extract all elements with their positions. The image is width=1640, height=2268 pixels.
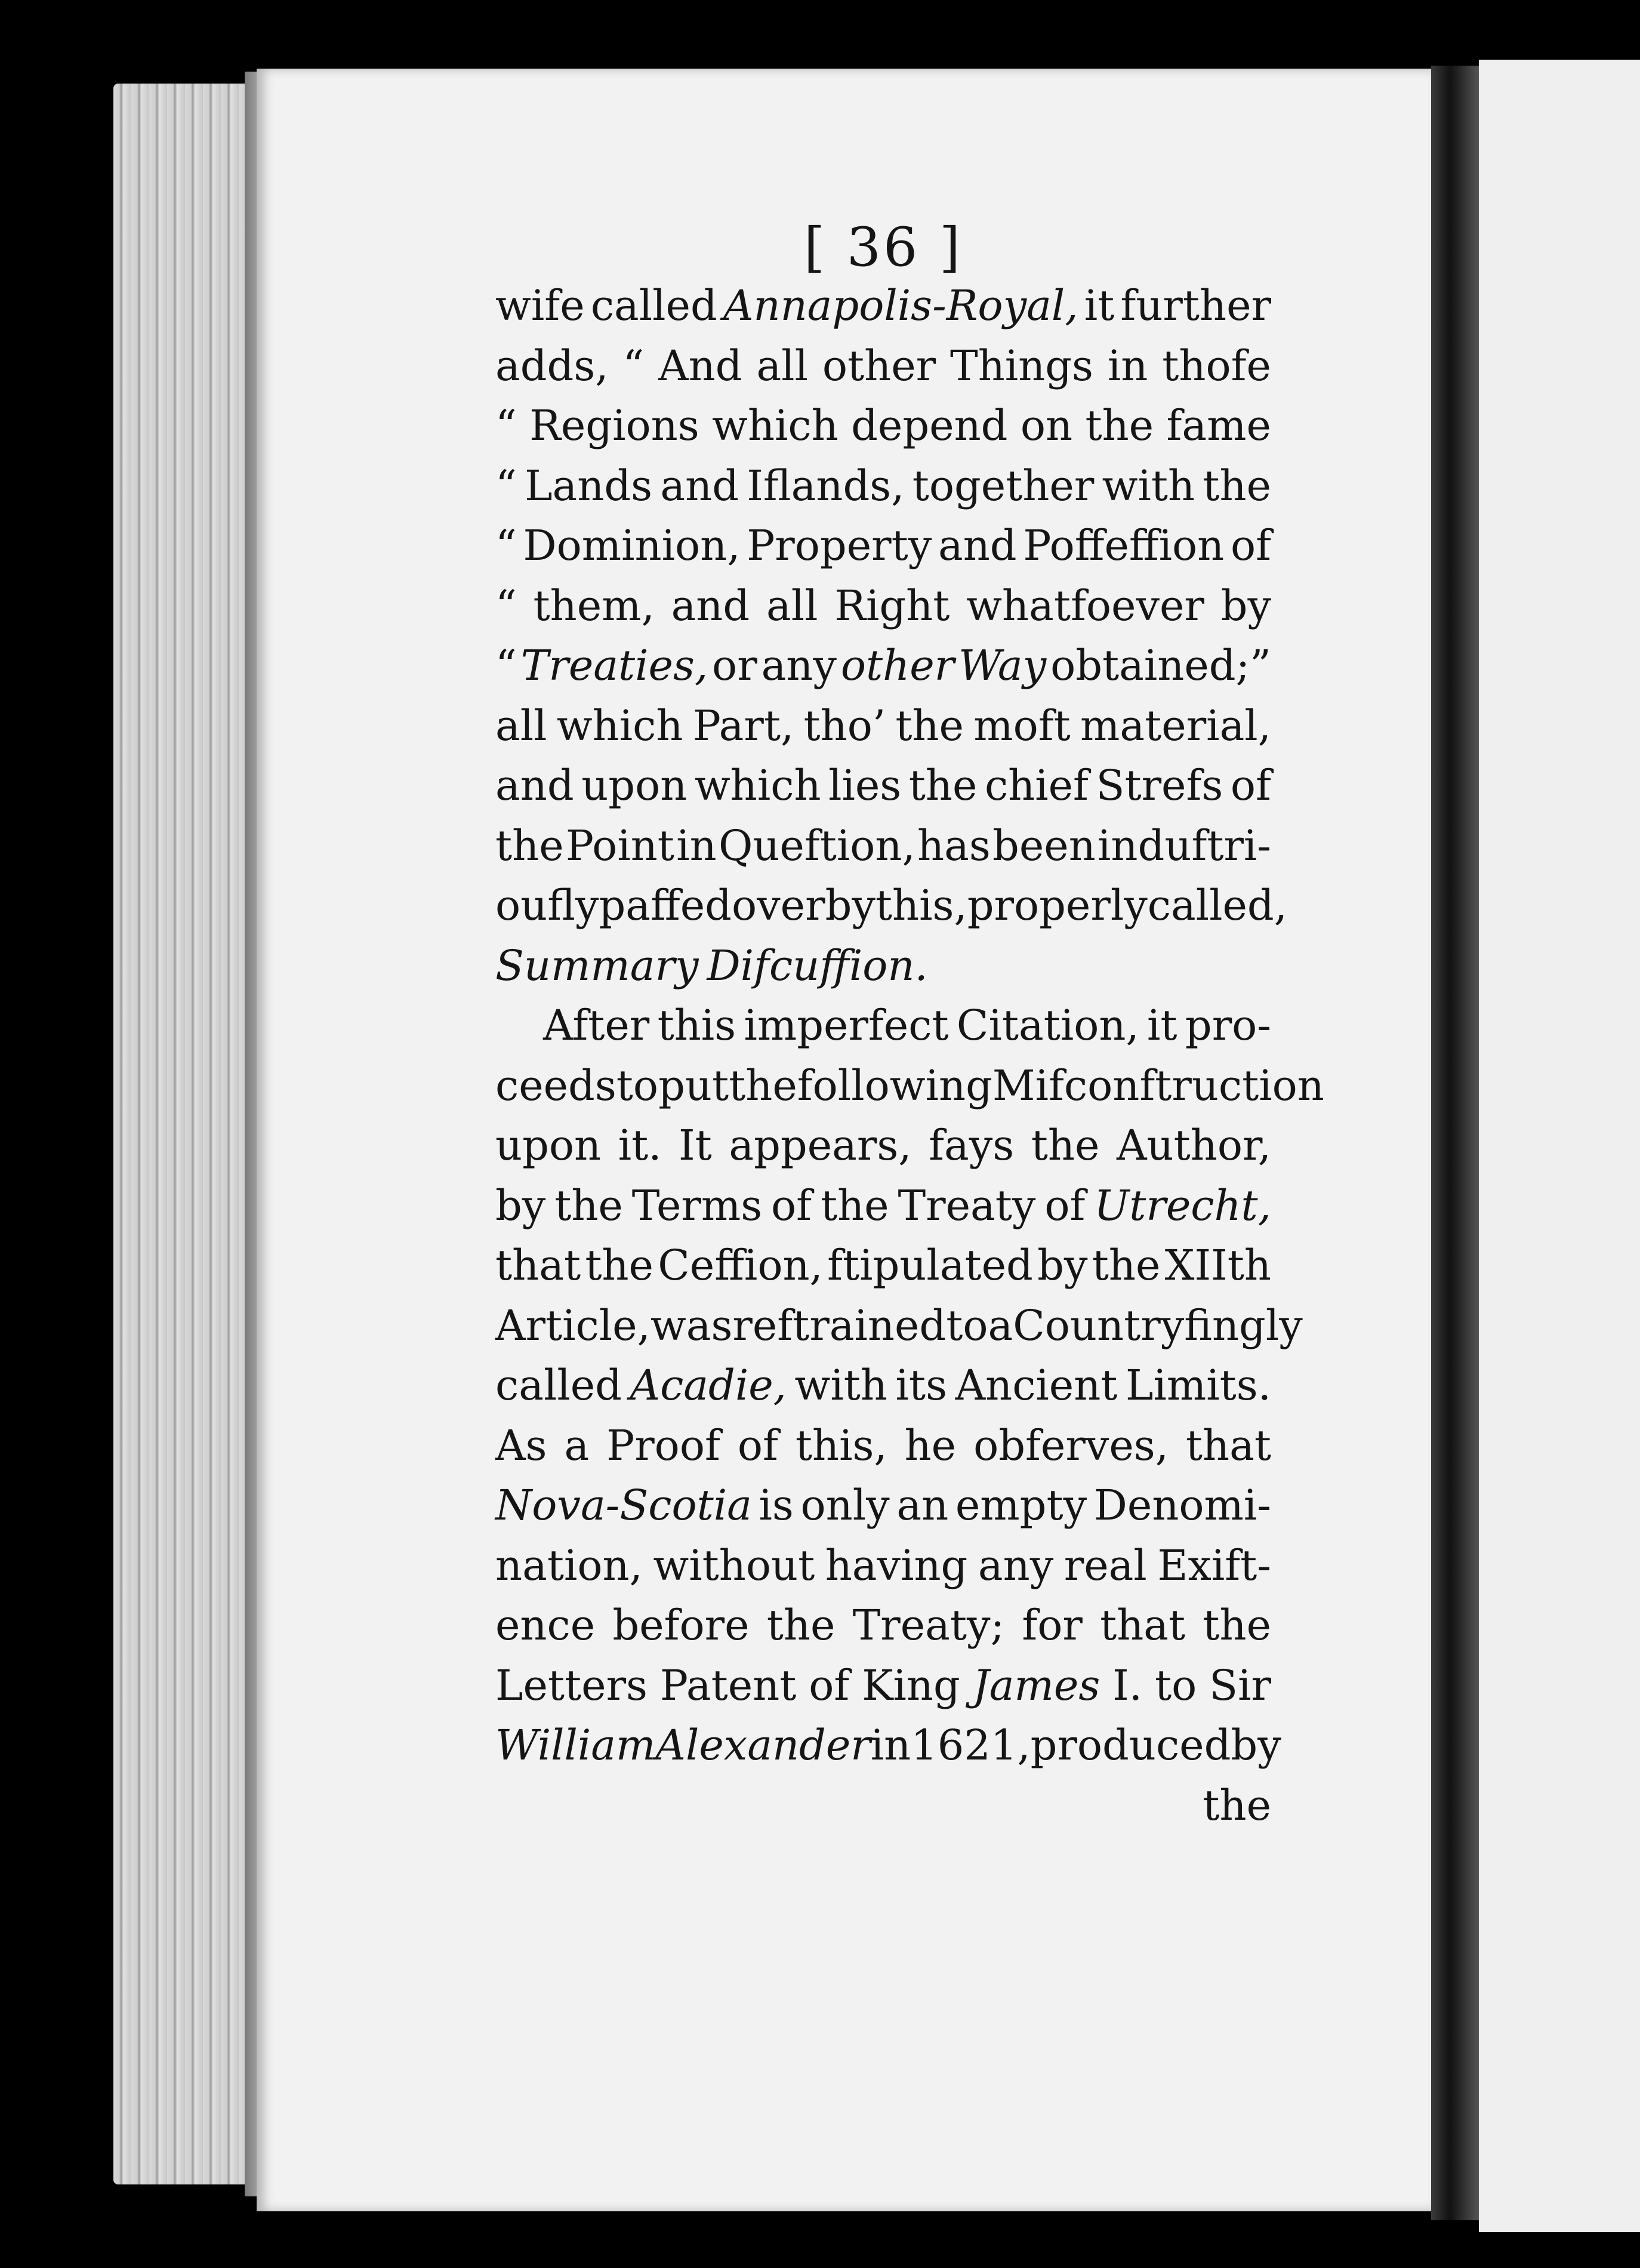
word: by (1231, 1721, 1281, 1770)
word: of (1230, 521, 1271, 570)
word: to (1154, 1660, 1197, 1710)
word: material, (1080, 701, 1271, 750)
word: fays (929, 1121, 1015, 1170)
word: an (896, 1481, 949, 1530)
word: over (731, 881, 825, 930)
word: the (554, 1181, 623, 1230)
word: following (797, 1061, 992, 1110)
text-line (495, 1056, 1324, 1116)
word: Poffeffion (1023, 521, 1225, 570)
text-line (495, 1176, 1271, 1236)
word: 1621, (911, 1721, 1031, 1770)
word: by (1220, 581, 1271, 630)
word: ftipulated (827, 1241, 1033, 1290)
word: has (917, 821, 991, 870)
word: Sir (1209, 1660, 1271, 1710)
word: “ (495, 521, 517, 570)
word: having (825, 1540, 968, 1590)
word: with (794, 1361, 887, 1410)
word: by (1037, 1241, 1088, 1290)
word: of (809, 1660, 850, 1710)
word: and (938, 521, 1017, 570)
word: empty (955, 1481, 1087, 1530)
word: ence (495, 1601, 596, 1650)
word: the (1203, 1780, 1271, 1830)
word: it. (618, 1121, 662, 1170)
text-line (495, 516, 1271, 576)
word: Denomi- (1093, 1481, 1271, 1530)
word: Treaty (898, 1181, 1036, 1230)
word: Author, (1116, 1121, 1271, 1170)
word: other (822, 341, 936, 390)
word: Proof (606, 1420, 720, 1470)
word: the (1203, 461, 1271, 510)
word: this (657, 1001, 736, 1050)
word: been (992, 821, 1096, 870)
book-gutter (1431, 66, 1479, 2220)
word: to (946, 1301, 988, 1350)
word: “ (622, 341, 645, 390)
word: it (1147, 1001, 1177, 1050)
text-line (495, 396, 1271, 456)
word: and (660, 461, 739, 510)
word: called (590, 281, 717, 330)
word: James (972, 1660, 1100, 1710)
word: in (676, 821, 717, 870)
text-line (495, 1355, 1271, 1416)
text-line (495, 696, 1271, 756)
word: Strefs (1096, 761, 1223, 810)
word: Alexander (655, 1721, 871, 1770)
word: that (495, 1241, 581, 1290)
word: Dominion, (523, 521, 741, 570)
word: was (650, 1301, 733, 1350)
word: called, (1147, 881, 1287, 930)
word: called (495, 1361, 622, 1410)
text-line (495, 996, 1271, 1056)
word: Things (950, 341, 1093, 390)
word: upon (581, 761, 688, 810)
word: he (904, 1420, 957, 1470)
word: “ (495, 641, 517, 690)
word: Terms (631, 1181, 763, 1230)
word: Queftion, (718, 821, 915, 870)
text-line (495, 936, 1271, 996)
word: of (737, 1420, 778, 1470)
text-line (495, 576, 1271, 636)
text-line (495, 1475, 1271, 1536)
word: whatfoever (966, 581, 1204, 630)
word: chief (984, 761, 1089, 810)
word: to (616, 1061, 659, 1110)
word: Country (1013, 1301, 1185, 1350)
word: Property (747, 521, 932, 570)
word: by (495, 1181, 546, 1230)
word: Part, (692, 701, 794, 750)
word: As (495, 1420, 547, 1470)
text-line (495, 336, 1271, 396)
word: which (694, 761, 821, 810)
word: upon (495, 1121, 602, 1170)
word: and (671, 581, 750, 630)
text-line (495, 876, 1287, 936)
word: obferves, (973, 1420, 1169, 1470)
word: ceeds (495, 1061, 616, 1110)
word: of (1044, 1181, 1086, 1230)
word: other (840, 641, 955, 690)
word: the (1085, 401, 1154, 450)
word: Citation, (956, 1001, 1139, 1050)
word: fame (1166, 401, 1271, 450)
word: Ancient (955, 1361, 1118, 1410)
word: without (653, 1540, 815, 1590)
page-number-header: [ 36 ] (804, 216, 963, 279)
word: the (495, 821, 564, 870)
word: the (1031, 1121, 1100, 1170)
word: properly (967, 881, 1148, 930)
word: the (766, 1601, 836, 1650)
word: Way (958, 641, 1047, 690)
word: its (895, 1361, 947, 1410)
word: Mifconftruction (992, 1061, 1324, 1110)
word: this, (795, 1420, 887, 1470)
word: Ceffion, (658, 1241, 823, 1290)
text-line (495, 816, 1271, 876)
word: “ (495, 401, 517, 450)
word: any (761, 641, 837, 690)
word: that (1185, 1420, 1271, 1470)
word: any (978, 1540, 1054, 1590)
word: appears, (729, 1121, 912, 1170)
word: Nova-Scotia (495, 1481, 752, 1530)
word: imperfect (744, 1001, 949, 1050)
word: oufly (495, 881, 599, 930)
word: Letters (495, 1660, 648, 1710)
word: produced (1030, 1721, 1231, 1770)
book-page-edges (113, 84, 263, 2184)
word: After (543, 1001, 650, 1050)
word: Treaty; (852, 1601, 1005, 1650)
text-line (495, 1115, 1271, 1176)
word: XIIth (1164, 1241, 1271, 1290)
word: Iflands, (747, 461, 905, 510)
word: Patent (659, 1660, 797, 1710)
word: in (1107, 341, 1148, 390)
word: it (1084, 281, 1115, 330)
word: depend (851, 401, 1008, 450)
word: for (1022, 1601, 1083, 1650)
word: And (658, 341, 742, 390)
text-line (495, 756, 1271, 816)
word: reftrained (732, 1301, 947, 1350)
body-text (495, 276, 1324, 1835)
word: thofe (1162, 341, 1271, 390)
word: King (862, 1660, 960, 1710)
word: all (495, 701, 547, 750)
text-line (495, 1656, 1271, 1716)
word: Article, (495, 1301, 651, 1350)
text-line (495, 276, 1271, 336)
word: which (556, 701, 683, 750)
word: this, (875, 881, 967, 930)
word: wife (495, 281, 585, 330)
word: nation, (495, 1540, 643, 1590)
word: It (679, 1121, 712, 1170)
word: Right (834, 581, 950, 630)
word: real (1063, 1540, 1147, 1590)
word: William (495, 1721, 656, 1770)
word: only (800, 1481, 890, 1530)
word: the (729, 1061, 797, 1110)
word: induftri- (1098, 821, 1271, 870)
word: paffed (599, 881, 732, 930)
word: in (870, 1721, 911, 1770)
word: put (658, 1061, 729, 1110)
facing-page (1479, 60, 1640, 2232)
word: with (1102, 461, 1195, 510)
text-line (495, 1595, 1271, 1656)
word: a (988, 1301, 1013, 1350)
word: on (1020, 401, 1073, 450)
page-text (495, 215, 1324, 1835)
word: Exift- (1157, 1540, 1271, 1590)
text-line (495, 1715, 1281, 1776)
word: Lands (525, 461, 653, 510)
word: pro- (1185, 1001, 1271, 1050)
word: adds, (495, 341, 609, 390)
word: tho’ (803, 701, 886, 750)
word: “ (495, 581, 517, 630)
word: moft (973, 701, 1071, 750)
word: the (1092, 1241, 1161, 1290)
word: the (1203, 1601, 1271, 1650)
word: or (712, 641, 757, 690)
word: of (1230, 761, 1271, 810)
word: Difcuffion. (707, 941, 928, 990)
word: of (771, 1181, 812, 1230)
word: Limits. (1126, 1361, 1271, 1410)
word: the (585, 1241, 653, 1290)
word: I. (1112, 1660, 1143, 1710)
word: lies (828, 761, 902, 810)
word: Summary (495, 941, 699, 990)
word: Acadie, (630, 1361, 787, 1410)
word: Point (565, 821, 674, 870)
word: is (759, 1481, 794, 1530)
word: obtained;” (1050, 641, 1271, 690)
word: a (564, 1420, 590, 1470)
word: the (908, 761, 978, 810)
word: them, (533, 581, 655, 630)
word: all (756, 341, 808, 390)
text-line (495, 1296, 1303, 1356)
text-line (495, 1416, 1271, 1476)
word: together (912, 461, 1095, 510)
text-line (495, 1536, 1271, 1596)
text-line (495, 1776, 1271, 1836)
text-line (495, 456, 1271, 516)
word: the (895, 701, 964, 750)
word: Utrecht, (1094, 1181, 1271, 1230)
word: “ (495, 461, 517, 510)
text-line (495, 1235, 1271, 1296)
word: all (766, 581, 818, 630)
word: further (1120, 281, 1271, 330)
text-line (495, 636, 1271, 696)
word: Regions (529, 401, 699, 450)
word: Annapolis-Royal, (723, 281, 1078, 330)
word: and (495, 761, 574, 810)
word: the (820, 1181, 889, 1230)
word: before (612, 1601, 750, 1650)
word: Treaties, (520, 641, 708, 690)
word: by (825, 881, 876, 930)
word: fingly (1184, 1301, 1303, 1350)
word: which (712, 401, 839, 450)
word: that (1100, 1601, 1186, 1650)
